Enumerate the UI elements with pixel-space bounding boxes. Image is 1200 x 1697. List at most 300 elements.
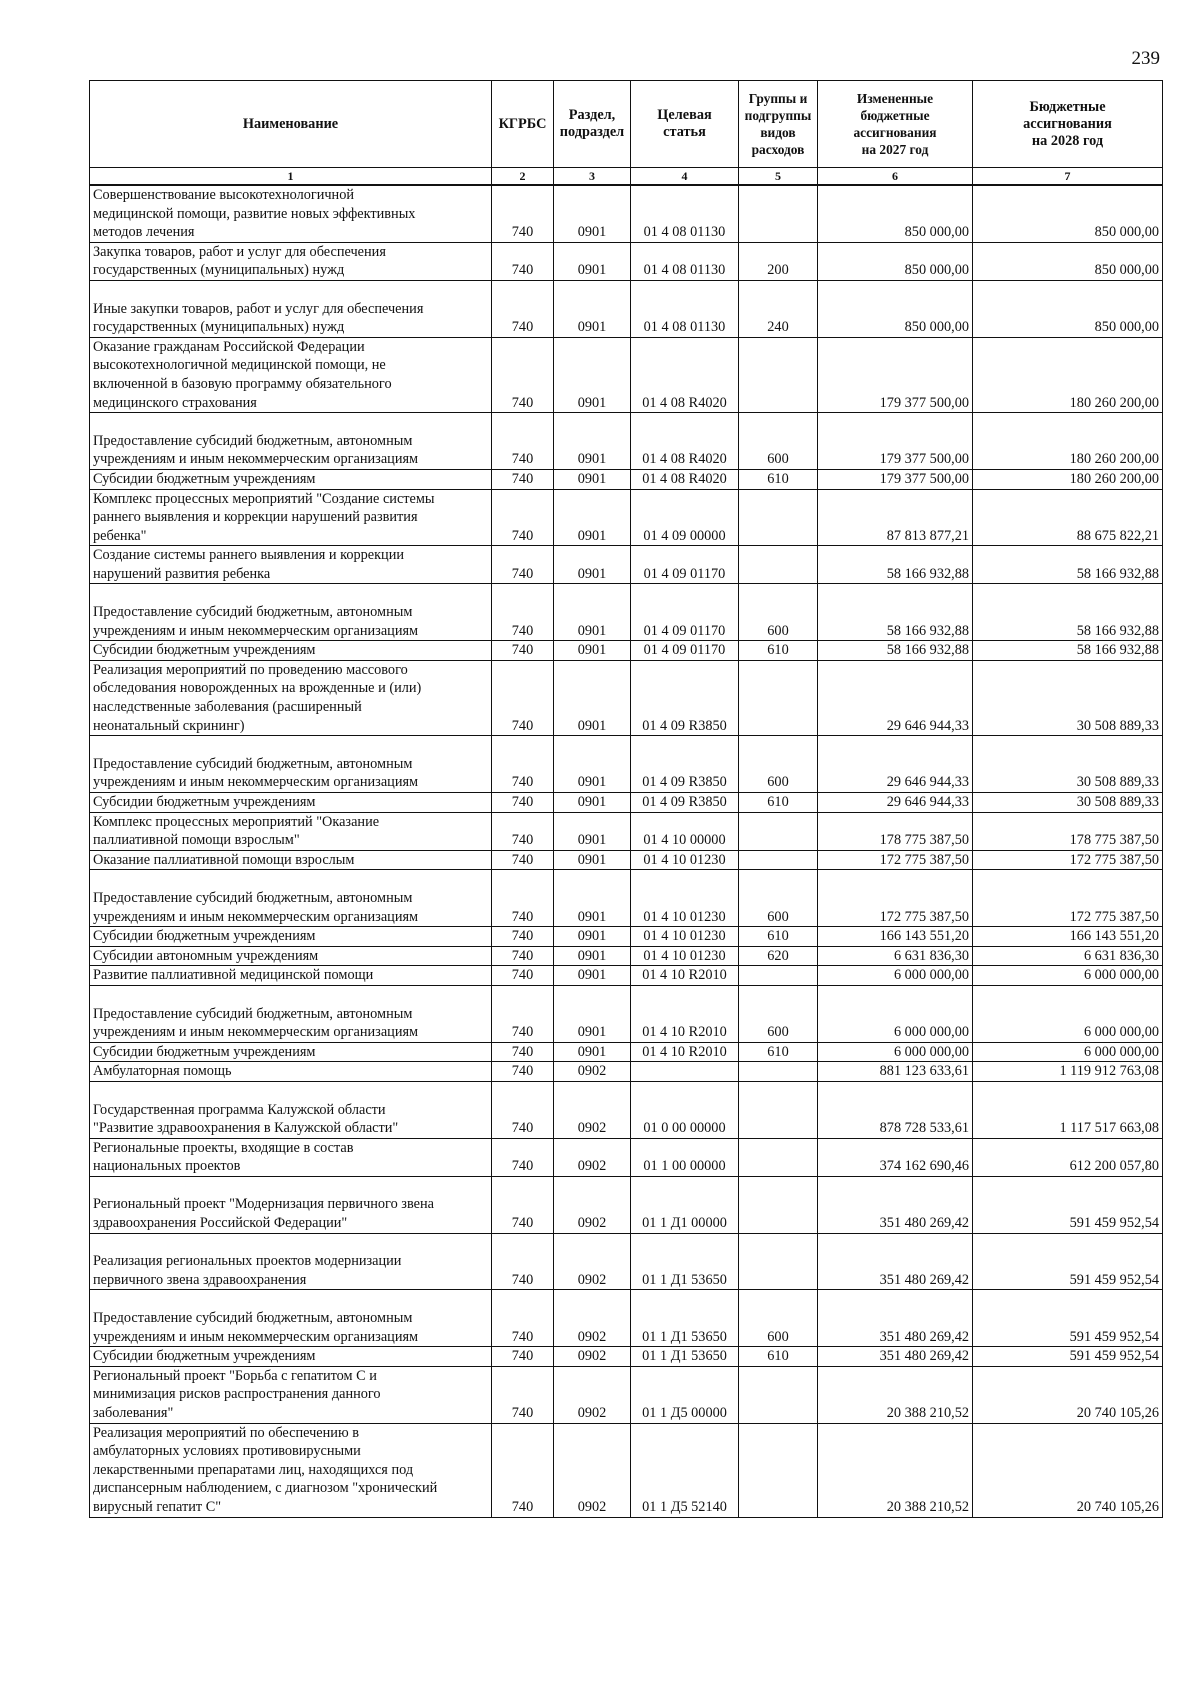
expense-group-cell <box>739 1081 818 1138</box>
target-article-cell: 01 4 08 01130 <box>631 280 739 337</box>
item-name-cell <box>90 1042 492 1062</box>
allocation-2027-cell: 179 377 500,00 <box>818 413 973 470</box>
kgrbs-cell: 740 <box>492 337 554 412</box>
header-2027-line: ассигнования <box>853 125 937 140</box>
allocation-2028-cell: 850 000,00 <box>973 185 1163 242</box>
allocation-2027-cell: 6 000 000,00 <box>818 1042 973 1062</box>
section-cell: 0901 <box>554 242 631 280</box>
table-row <box>90 242 1163 280</box>
item-name-line: Субсидии автономным учреждениям <box>93 947 319 964</box>
expense-group-cell: 610 <box>739 641 818 661</box>
item-name-line: Предоставление субсидий бюджетным, автономным <box>93 1005 413 1022</box>
item-name-line: национальных проектов <box>93 1158 241 1175</box>
kgrbs-cell: 740 <box>492 280 554 337</box>
section-cell: 0902 <box>554 1366 631 1423</box>
item-name-line: учреждениям и иным некоммерческим организациям <box>93 451 419 468</box>
table-row <box>90 850 1163 870</box>
section-cell: 0901 <box>554 870 631 927</box>
target-article-cell: 01 1 Д1 00000 <box>631 1176 739 1233</box>
section-cell: 0901 <box>554 185 631 242</box>
allocation-2028-cell: 20 740 105,26 <box>973 1366 1163 1423</box>
item-name-line: паллиативной помощи взрослым" <box>93 832 300 849</box>
allocation-2028-cell: 6 000 000,00 <box>973 985 1163 1042</box>
target-article-cell: 01 1 Д1 53650 <box>631 1347 739 1367</box>
kgrbs-cell: 740 <box>492 812 554 850</box>
expense-group-cell: 200 <box>739 242 818 280</box>
target-article-cell: 01 4 09 01170 <box>631 546 739 584</box>
target-article-cell: 01 4 10 01230 <box>631 870 739 927</box>
expense-group-cell <box>739 812 818 850</box>
item-name-line: Комплекс процессных мероприятий "Оказание <box>93 813 380 830</box>
table-row <box>90 985 1163 1042</box>
item-name-line <box>93 736 488 755</box>
allocation-2028-cell: 850 000,00 <box>973 280 1163 337</box>
item-name-cell <box>90 736 492 793</box>
target-article-cell: 01 4 09 R3850 <box>631 736 739 793</box>
kgrbs-cell: 740 <box>492 1423 554 1517</box>
kgrbs-cell: 740 <box>492 660 554 735</box>
item-name-cell <box>90 850 492 870</box>
kgrbs-cell: 740 <box>492 1138 554 1176</box>
item-name-cell <box>90 280 492 337</box>
kgrbs-cell: 740 <box>492 641 554 661</box>
target-article-cell: 01 4 09 R3850 <box>631 793 739 813</box>
target-article-cell: 01 4 10 R2010 <box>631 1042 739 1062</box>
allocation-2027-cell: 6 000 000,00 <box>818 966 973 986</box>
kgrbs-cell: 740 <box>492 736 554 793</box>
kgrbs-cell: 740 <box>492 946 554 966</box>
item-name-line: Амбулаторная помощь <box>93 1063 232 1080</box>
section-cell: 0901 <box>554 946 631 966</box>
allocation-2028-cell: 591 459 952,54 <box>973 1176 1163 1233</box>
section-cell: 0901 <box>554 489 631 546</box>
kgrbs-cell: 740 <box>492 793 554 813</box>
target-article-cell: 01 1 Д1 53650 <box>631 1290 739 1347</box>
item-name-line: Создание системы раннего выявления и коррекции <box>93 547 405 564</box>
item-name-line: методов лечения <box>93 224 195 241</box>
target-article-cell: 01 4 09 00000 <box>631 489 739 546</box>
allocation-2028-cell: 172 775 387,50 <box>973 850 1163 870</box>
table-row <box>90 1366 1163 1423</box>
page-number: 239 <box>1131 48 1160 69</box>
target-article-cell <box>631 1062 739 1082</box>
section-cell: 0901 <box>554 1042 631 1062</box>
header-groups-line: Группы и <box>748 91 808 106</box>
allocation-2028-cell: 6 000 000,00 <box>973 966 1163 986</box>
item-name-cell <box>90 1138 492 1176</box>
target-article-cell: 01 4 10 01230 <box>631 850 739 870</box>
target-article-cell: 01 0 00 00000 <box>631 1081 739 1138</box>
expense-group-cell <box>739 1062 818 1082</box>
table-row <box>90 1081 1163 1138</box>
item-name-line: ребенка" <box>93 527 147 544</box>
table-row <box>90 966 1163 986</box>
kgrbs-cell: 740 <box>492 1290 554 1347</box>
table-row <box>90 660 1163 735</box>
table-row <box>90 812 1163 850</box>
item-name-line: Субсидии бюджетным учреждениям <box>93 1348 316 1365</box>
section-cell: 0901 <box>554 641 631 661</box>
item-name-line: учреждениям и иным некоммерческим организациям <box>93 908 419 925</box>
item-name-line <box>93 986 488 1005</box>
allocation-2028-cell: 612 200 057,80 <box>973 1138 1163 1176</box>
expense-group-cell: 600 <box>739 870 818 927</box>
header-name: Наименование <box>90 81 492 168</box>
allocation-2028-cell: 180 260 200,00 <box>973 469 1163 489</box>
header-target-line: Целевая <box>657 107 712 123</box>
column-number: 1 <box>90 168 492 186</box>
item-name-line: минимизация рисков распространения данного <box>93 1386 381 1403</box>
header-allocations-2028 <box>973 81 1163 168</box>
allocation-2028-cell: 58 166 932,88 <box>973 584 1163 641</box>
expense-group-cell <box>739 850 818 870</box>
item-name-cell <box>90 1081 492 1138</box>
allocation-2028-cell: 1 117 517 663,08 <box>973 1081 1163 1138</box>
item-name-line <box>93 413 488 432</box>
table-row <box>90 1347 1163 1367</box>
table-row <box>90 337 1163 412</box>
table-row <box>90 870 1163 927</box>
target-article-cell: 01 4 10 00000 <box>631 812 739 850</box>
table-row <box>90 1138 1163 1176</box>
allocation-2027-cell: 850 000,00 <box>818 185 973 242</box>
item-name-line: Субсидии бюджетным учреждениям <box>93 1043 316 1060</box>
target-article-cell: 01 4 10 01230 <box>631 927 739 947</box>
allocation-2027-cell: 850 000,00 <box>818 280 973 337</box>
table-row <box>90 1176 1163 1233</box>
allocation-2028-cell: 1 119 912 763,08 <box>973 1062 1163 1082</box>
target-article-cell: 01 4 10 R2010 <box>631 985 739 1042</box>
expense-group-cell <box>739 185 818 242</box>
item-name-cell <box>90 870 492 927</box>
expense-group-cell: 600 <box>739 1290 818 1347</box>
kgrbs-cell: 740 <box>492 1366 554 1423</box>
item-name-line: государственных (муниципальных) нужд <box>93 262 345 279</box>
allocation-2027-cell: 58 166 932,88 <box>818 641 973 661</box>
allocation-2028-cell: 591 459 952,54 <box>973 1290 1163 1347</box>
kgrbs-cell: 740 <box>492 870 554 927</box>
header-2027-line: Измененные <box>856 91 934 106</box>
item-name-line <box>93 1177 488 1196</box>
kgrbs-cell: 740 <box>492 927 554 947</box>
item-name-line: наследственные заболевания (расширенный <box>93 699 362 716</box>
item-name-line: Предоставление субсидий бюджетным, автономным <box>93 604 413 621</box>
kgrbs-cell: 740 <box>492 1042 554 1062</box>
allocation-2028-cell: 30 508 889,33 <box>973 736 1163 793</box>
item-name-line: учреждениям и иным некоммерческим организациям <box>93 774 419 791</box>
expense-group-cell <box>739 1366 818 1423</box>
target-article-cell: 01 4 08 R4020 <box>631 469 739 489</box>
kgrbs-cell: 740 <box>492 1347 554 1367</box>
kgrbs-cell: 740 <box>492 584 554 641</box>
header-2027-line: бюджетные <box>860 108 930 123</box>
table-row <box>90 469 1163 489</box>
item-name-line: Субсидии бюджетным учреждениям <box>93 794 316 810</box>
expense-group-cell: 600 <box>739 736 818 793</box>
kgrbs-cell: 740 <box>492 985 554 1042</box>
item-name-line: Субсидии бюджетным учреждениям <box>93 928 316 945</box>
allocation-2028-cell: 88 675 822,21 <box>973 489 1163 546</box>
section-cell: 0901 <box>554 337 631 412</box>
target-article-cell: 01 4 09 R3850 <box>631 660 739 735</box>
item-name-line: Предоставление субсидий бюджетным, автономным <box>93 432 413 449</box>
item-name-line: неонатальный скрининг) <box>93 717 245 734</box>
column-number: 3 <box>554 168 631 186</box>
item-name-cell <box>90 946 492 966</box>
column-number: 4 <box>631 168 739 186</box>
target-article-cell: 01 4 08 R4020 <box>631 337 739 412</box>
item-name-line: амбулаторных условиях противовирусными <box>93 1443 361 1460</box>
item-name-line <box>93 1290 488 1309</box>
kgrbs-cell: 740 <box>492 1081 554 1138</box>
item-name-line: Совершенствование высокотехнологичной <box>93 187 355 203</box>
item-name-cell <box>90 985 492 1042</box>
header-2028-line: на 2028 год <box>1031 132 1104 149</box>
allocation-2027-cell: 351 480 269,42 <box>818 1347 973 1367</box>
item-name-line: учреждениям и иным некоммерческим организациям <box>93 1328 419 1345</box>
column-number: 5 <box>739 168 818 186</box>
allocation-2027-cell: 6 000 000,00 <box>818 985 973 1042</box>
allocation-2027-cell: 179 377 500,00 <box>818 337 973 412</box>
allocation-2027-cell: 29 646 944,33 <box>818 660 973 735</box>
item-name-line: учреждениям и иным некоммерческим организациям <box>93 1024 419 1041</box>
item-name-cell <box>90 812 492 850</box>
item-name-line: раннего выявления и коррекции нарушений развития <box>93 509 418 526</box>
section-cell: 0901 <box>554 985 631 1042</box>
target-article-cell: 01 4 09 01170 <box>631 584 739 641</box>
target-article-cell: 01 1 Д5 52140 <box>631 1423 739 1517</box>
item-name-cell <box>90 927 492 947</box>
header-2028-line: Бюджетные <box>1029 98 1106 115</box>
expense-group-cell: 240 <box>739 280 818 337</box>
allocation-2028-cell: 178 775 387,50 <box>973 812 1163 850</box>
item-name-line: Государственная программа Калужской области <box>93 1101 386 1118</box>
target-article-cell: 01 1 00 00000 <box>631 1138 739 1176</box>
item-name-cell <box>90 793 492 813</box>
table-row <box>90 641 1163 661</box>
kgrbs-cell: 740 <box>492 469 554 489</box>
allocation-2028-cell: 30 508 889,33 <box>973 660 1163 735</box>
item-name-line: Региональный проект "Борьба с гепатитом С и <box>93 1367 377 1384</box>
item-name-line: Предоставление субсидий бюджетным, автономным <box>93 889 413 906</box>
kgrbs-cell: 740 <box>492 489 554 546</box>
target-article-cell: 01 4 10 01230 <box>631 946 739 966</box>
section-cell: 0901 <box>554 280 631 337</box>
target-article-cell: 01 4 08 01130 <box>631 185 739 242</box>
allocation-2028-cell: 30 508 889,33 <box>973 793 1163 813</box>
item-name-cell <box>90 1366 492 1423</box>
header-2027-line: на 2027 год <box>861 142 929 157</box>
item-name-line: лекарственными препаратами лиц, находящихся под <box>93 1461 414 1478</box>
header-groups-line: расходов <box>751 142 805 157</box>
target-article-cell: 01 4 10 R2010 <box>631 966 739 986</box>
section-cell: 0902 <box>554 1081 631 1138</box>
header-groups-line: видов <box>760 125 796 140</box>
item-name-cell <box>90 413 492 470</box>
section-cell: 0902 <box>554 1233 631 1290</box>
target-article-cell: 01 4 08 01130 <box>631 242 739 280</box>
expense-group-cell: 600 <box>739 985 818 1042</box>
header-groups <box>739 81 818 168</box>
kgrbs-cell: 740 <box>492 1233 554 1290</box>
item-name-line: включенной в базовую программу обязательного <box>93 375 392 392</box>
kgrbs-cell: 740 <box>492 850 554 870</box>
kgrbs-cell: 740 <box>492 1176 554 1233</box>
item-name-line: медицинской помощи, развитие новых эффективных <box>93 205 416 222</box>
header-target-line: статья <box>663 124 706 140</box>
allocation-2027-cell: 878 728 533,61 <box>818 1081 973 1138</box>
kgrbs-cell: 740 <box>492 546 554 584</box>
section-cell: 0901 <box>554 413 631 470</box>
table-row <box>90 413 1163 470</box>
header-kgrbs: КГРБС <box>492 81 554 168</box>
table-row <box>90 1062 1163 1082</box>
section-cell: 0901 <box>554 850 631 870</box>
expense-group-cell: 610 <box>739 927 818 947</box>
allocation-2027-cell: 881 123 633,61 <box>818 1062 973 1082</box>
target-article-cell: 01 1 Д5 00000 <box>631 1366 739 1423</box>
item-name-line: диспансерным наблюдением, с диагнозом "хронический <box>93 1480 438 1497</box>
item-name-cell <box>90 546 492 584</box>
allocation-2027-cell: 20 388 210,52 <box>818 1366 973 1423</box>
expense-group-cell <box>739 1423 818 1517</box>
allocation-2027-cell: 58 166 932,88 <box>818 584 973 641</box>
allocation-2028-cell: 166 143 551,20 <box>973 927 1163 947</box>
item-name-line <box>93 584 488 603</box>
allocation-2027-cell: 58 166 932,88 <box>818 546 973 584</box>
kgrbs-cell: 740 <box>492 242 554 280</box>
item-name-line: Предоставление субсидий бюджетным, автономным <box>93 1310 413 1327</box>
item-name-line: Комплекс процессных мероприятий "Создание системы <box>93 490 435 507</box>
header-section-line: подраздел <box>559 124 625 140</box>
item-name-line: Реализация мероприятий по проведению массового <box>93 661 408 678</box>
item-name-line: медицинского страхования <box>93 394 257 411</box>
item-name-cell <box>90 641 492 661</box>
expense-group-cell: 600 <box>739 584 818 641</box>
allocation-2027-cell: 20 388 210,52 <box>818 1423 973 1517</box>
section-cell: 0901 <box>554 660 631 735</box>
allocation-2028-cell: 180 260 200,00 <box>973 413 1163 470</box>
section-cell: 0901 <box>554 546 631 584</box>
item-name-line: здравоохранения Российской Федерации" <box>93 1215 348 1232</box>
section-cell: 0901 <box>554 966 631 986</box>
expense-group-cell <box>739 660 818 735</box>
table-row <box>90 793 1163 813</box>
item-name-line <box>93 1082 488 1101</box>
budget-table-body <box>90 185 1163 1517</box>
item-name-cell <box>90 1347 492 1367</box>
section-cell: 0901 <box>554 469 631 489</box>
expense-group-cell <box>739 1138 818 1176</box>
item-name-cell <box>90 966 492 986</box>
target-article-cell: 01 4 08 R4020 <box>631 413 739 470</box>
expense-group-cell: 600 <box>739 413 818 470</box>
section-cell: 0901 <box>554 793 631 813</box>
header-row <box>90 81 1163 168</box>
table-row <box>90 946 1163 966</box>
expense-group-cell <box>739 966 818 986</box>
section-cell: 0902 <box>554 1347 631 1367</box>
expense-group-cell <box>739 489 818 546</box>
expense-group-cell <box>739 546 818 584</box>
item-name-line <box>93 281 488 300</box>
section-cell: 0902 <box>554 1423 631 1517</box>
allocation-2027-cell: 850 000,00 <box>818 242 973 280</box>
target-article-cell: 01 1 Д1 53650 <box>631 1233 739 1290</box>
expense-group-cell: 610 <box>739 469 818 489</box>
allocation-2027-cell: 87 813 877,21 <box>818 489 973 546</box>
allocation-2027-cell: 29 646 944,33 <box>818 736 973 793</box>
item-name-line: Оказание гражданам Российской Федерации <box>93 338 365 355</box>
allocation-2027-cell: 178 775 387,50 <box>818 812 973 850</box>
section-cell: 0902 <box>554 1062 631 1082</box>
item-name-line: Реализация мероприятий по обеспечению в <box>93 1424 359 1441</box>
allocation-2027-cell: 29 646 944,33 <box>818 793 973 813</box>
item-name-line: Оказание паллиативной помощи взрослым <box>93 851 355 868</box>
header-2028-line: ассигнования <box>1023 115 1112 132</box>
header-groups-line: подгруппы <box>744 108 812 123</box>
item-name-cell <box>90 1423 492 1517</box>
item-name-cell <box>90 469 492 489</box>
allocation-2028-cell: 58 166 932,88 <box>973 641 1163 661</box>
allocation-2027-cell: 351 480 269,42 <box>818 1290 973 1347</box>
item-name-line: Субсидии бюджетным учреждениям <box>93 470 316 487</box>
expense-group-cell: 620 <box>739 946 818 966</box>
column-number-row <box>90 168 1163 186</box>
item-name-cell <box>90 584 492 641</box>
item-name-line: Реализация региональных проектов модернизации <box>93 1253 402 1270</box>
allocation-2028-cell: 850 000,00 <box>973 242 1163 280</box>
section-cell: 0901 <box>554 812 631 850</box>
column-number: 2 <box>492 168 554 186</box>
allocation-2027-cell: 351 480 269,42 <box>818 1233 973 1290</box>
item-name-line: Предоставление субсидий бюджетным, автономным <box>93 755 413 772</box>
expense-group-cell: 610 <box>739 1042 818 1062</box>
allocation-2028-cell: 20 740 105,26 <box>973 1423 1163 1517</box>
section-cell: 0902 <box>554 1138 631 1176</box>
allocation-2028-cell: 6 000 000,00 <box>973 1042 1163 1062</box>
column-number: 6 <box>818 168 973 186</box>
allocation-2027-cell: 6 631 836,30 <box>818 946 973 966</box>
table-row <box>90 546 1163 584</box>
item-name-line: государственных (муниципальных) нужд <box>93 319 345 336</box>
header-target <box>631 81 739 168</box>
item-name-line: учреждениям и иным некоммерческим организациям <box>93 622 419 639</box>
allocation-2027-cell: 172 775 387,50 <box>818 870 973 927</box>
allocation-2028-cell: 591 459 952,54 <box>973 1347 1163 1367</box>
kgrbs-cell: 740 <box>492 185 554 242</box>
allocation-2027-cell: 351 480 269,42 <box>818 1176 973 1233</box>
item-name-line: Закупка товаров, работ и услуг для обеспечения <box>93 243 386 260</box>
section-cell: 0902 <box>554 1176 631 1233</box>
item-name-line: обследования новорожденных на врожденные и (или) <box>93 680 422 697</box>
item-name-line: первичного звена здравоохранения <box>93 1271 307 1288</box>
budget-table <box>89 80 1163 1518</box>
item-name-line: "Развитие здравоохранения в Калужской области" <box>93 1120 399 1137</box>
item-name-line: Развитие паллиативной медицинской помощи <box>93 967 374 984</box>
item-name-cell <box>90 242 492 280</box>
allocation-2028-cell: 172 775 387,50 <box>973 870 1163 927</box>
item-name-line: Региональный проект "Модернизация первичного звена <box>93 1196 434 1213</box>
item-name-line: Иные закупки товаров, работ и услуг для обеспечения <box>93 300 424 317</box>
expense-group-cell <box>739 337 818 412</box>
table-row <box>90 1042 1163 1062</box>
header-allocations-2027 <box>818 81 973 168</box>
item-name-line: Субсидии бюджетным учреждениям <box>93 642 316 659</box>
kgrbs-cell: 740 <box>492 1062 554 1082</box>
item-name-cell <box>90 185 492 242</box>
allocation-2028-cell: 180 260 200,00 <box>973 337 1163 412</box>
